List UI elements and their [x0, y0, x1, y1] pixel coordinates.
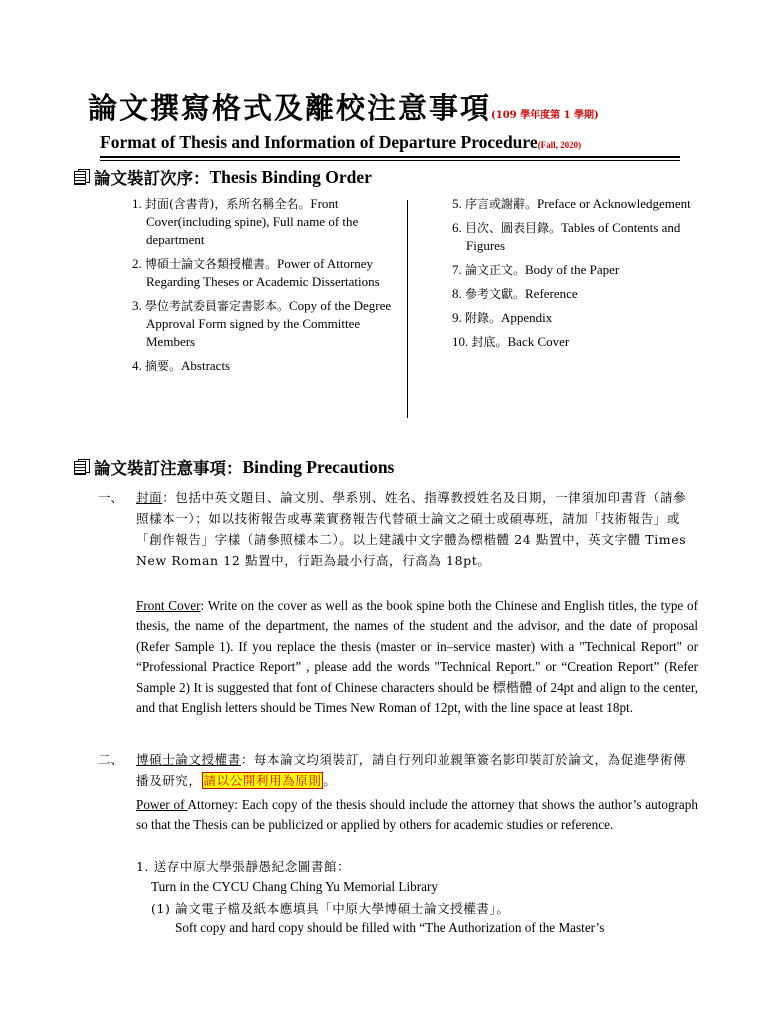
list-item: 8. 參考文獻。Reference — [452, 286, 578, 301]
power-of-attorney-chinese: 博碩士論文授權書：每本論文均須裝訂，請自行列印並親筆簽名影印裝訂於論文，為促進學術傳播及研究， 請以公開利用為原則 。 — [136, 752, 687, 788]
list-item: 6. 目次、圖表目錄。Tables of Contents and Figures — [452, 220, 681, 253]
sub-item-authorization-en: Soft copy and hard copy should be filled with “The Authorization of the Master’s — [175, 920, 605, 935]
highlight-open-use: 請以公開利用為原則 — [203, 773, 322, 788]
term-power-of-attorney-en: Power of — [136, 797, 188, 812]
binding-order-left-column — [132, 195, 400, 381]
binding-order-right-column — [452, 195, 717, 357]
list-item: 10. 封底。Back Cover — [452, 334, 570, 349]
heading-chinese: 論文裝訂次序： — [94, 169, 210, 188]
semester-tag: (109 學年度第 1 學期) — [491, 110, 599, 121]
heading-english: Thesis Binding Order — [209, 166, 372, 187]
sub-item-library-en: Turn in the CYCU Chang Ching Yu Memorial Library — [151, 879, 438, 894]
item-number: 一、 — [98, 490, 124, 505]
list-item: 4. 摘要。Abstracts — [132, 358, 231, 373]
item-number: 二、 — [98, 752, 124, 767]
title-chinese: 論文撰寫格式及離校注意事項 — [88, 91, 492, 125]
semester-tag-english: (Fall, 2020) — [537, 140, 582, 150]
title-english: Format of Thesis and Information of Departure Procedure — [100, 132, 538, 152]
document-icon — [74, 169, 92, 185]
list-item: 2. 博碩士論文各類授權書。Power of Attorney Regarding Theses or Academic Dissertations — [132, 256, 380, 289]
column-divider — [407, 200, 408, 418]
title-divider — [100, 160, 680, 161]
term-front-cover-zh: 封面 — [136, 490, 163, 505]
list-item: 5. 序言或謝辭。Preface or Acknowledgement — [452, 196, 691, 211]
front-cover-chinese: 封面：包括中英文題目、論文別、學系別、姓名、指導教授姓名及日期，一律須加印書背（請參照樣本一）；如以技術報告或專業實務報告代替碩士論文之碩士或碩專班，請加「技術報告」或「創作報告」字樣（請參照樣本二）。以上建議中文字體為標楷體 24 點置中，英文字體 Times New Roman 12 點置中，行距為最小行高，行高為 18pt。 — [136, 490, 687, 568]
list-item: 7. 論文正文。Body of the Paper — [452, 262, 620, 277]
document-subtitle — [100, 132, 680, 158]
list-item: 9. 附錄。Appendix — [452, 310, 553, 325]
section-heading-binding-precautions — [74, 455, 394, 479]
power-of-attorney-english: Power of Attorney: Each copy of the thesis should include the attorney that shows the author’s autograph so that the Thesis can be publicized or applied by others for academic studies or reference. — [136, 797, 698, 833]
term-power-of-attorney-zh: 博碩士論文授權書 — [136, 752, 241, 767]
section-heading-binding-order — [74, 165, 372, 189]
sub-item-library-zh: 1. 送存中原大學張靜愚紀念圖書館： — [136, 859, 351, 874]
document-icon — [74, 459, 92, 475]
front-cover-english: Front Cover: Write on the cover as well as the book spine both the Chinese and English titles, the type of thesis, the name of the department, the names of the student and the advisor, and the date of proposal (Refer Sample 1). If you replace the thesis (master or in–service master) with a "Technical Report" or “Professional Practice Report” , please add the words "Technical Report." or “Creation Report” (Refer Sample 2) It is suggested that font of Chinese characters should be 標楷體 of 24pt and align to the center, and that English letters should be Times New Roman of 12pt, with the line space at least 18pt. — [136, 598, 698, 716]
list-item: 3. 學位考試委員審定書影本。Copy of the Degree Approval Form signed by the Committee Members — [132, 298, 392, 349]
list-item: 1. 封面(含書背)，系所名稱全名。Front Cover(including spine), Full name of the department — [132, 196, 359, 247]
term-front-cover-en: Front Cover — [136, 598, 201, 613]
heading-chinese: 論文裝訂注意事項： — [94, 459, 243, 478]
sub-item-authorization-zh: (1) 論文電子檔及紙本應填具「中原大學博碩士論文授權書」。 — [151, 901, 510, 916]
heading-english: Binding Precautions — [242, 456, 395, 477]
document-title — [88, 86, 708, 127]
